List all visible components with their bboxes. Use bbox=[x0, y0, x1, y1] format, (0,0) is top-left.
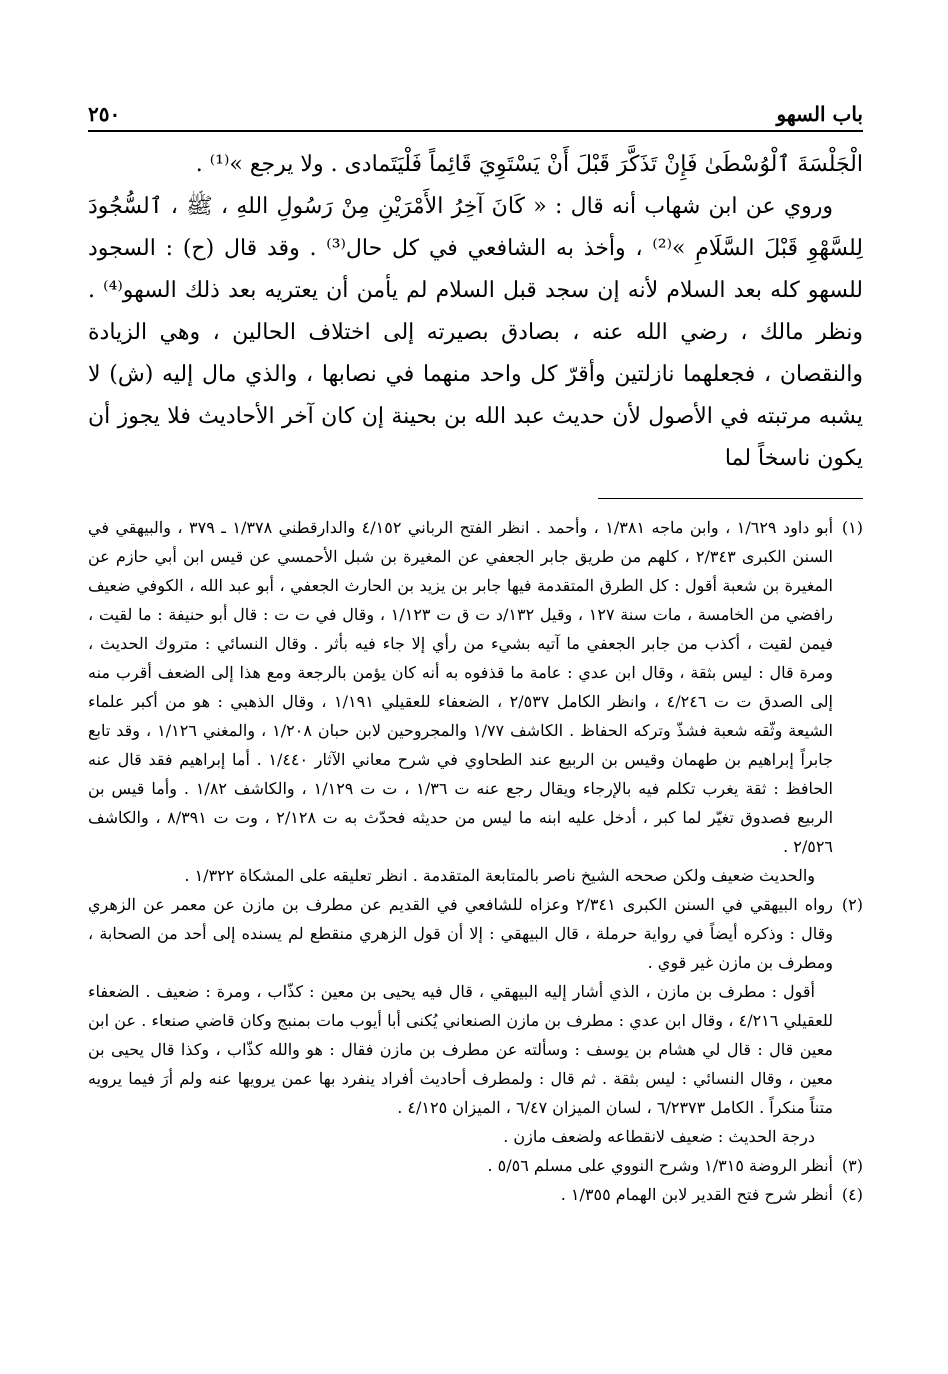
footnote-2 bbox=[88, 890, 863, 1151]
footnote-text: درجة الحديث : ضعيف لانقطاعه ولضعف مازن . bbox=[503, 1127, 815, 1146]
footnote-number: (١) bbox=[841, 518, 863, 537]
footnote-text: رواه البيهقي في السنن الكبرى ٢/٣٤١ وعزاه للشافعي في القديم عن مطرف بن مازن عن معمر عن الزهري وقال : وذكره أيضاً في رواية حرملة ، قال البيهقي : إلا أن قول الزهري منقطع لم يسنده إلى أحد من الصحابة ، ومطرف بن مازن غير قوي . bbox=[88, 895, 834, 972]
chapter-title: باب السهو bbox=[776, 102, 863, 126]
footnote-text: والحديث ضعيف ولكن صححه الشيخ ناصر بالمتابعة المتقدمة . انظر تعليقه على المشكاة ١/٣٢٢ . bbox=[184, 866, 815, 885]
book-page bbox=[88, 96, 863, 1209]
footnote-text: أقول : مطرف بن مازن ، الذي أشار إليه البيهقي ، قال فيه يحيى بن معين : كذّاب ، ومرة : ضعيف . الضعفاء للعقيلي ٤/٢١٦ ، وقال ابن عدي : مطرف بن مازن الصنعاني يُكنى أبا أيوب مات بمنبج وكان قاضي صنعاء . عن ابن معين قال : قال لي هشام بن يوسف : وسألته عن مطرف بن مازن فقال : هو والله كذّاب ، وكذا قال يحيى بن معين ، وقال النسائي : ليس بثقة . ثم قال : ولمطرف أحاديث أفراد ينفرد بها عمن يرويها عنه ولم أرَ فيما يرويه متناً منكراً . الكامل ٦/٢٣٧٣ ، لسان الميزان ٦/٤٧ ، الميزان ٤/١٢٥ . bbox=[88, 982, 834, 1117]
page-number: ٢٥٠ bbox=[88, 102, 121, 126]
footnote-3 bbox=[88, 1151, 863, 1180]
footnote-text: أبو داود ١/٦٢٩ ، وابن ماجه ١/٣٨١ ، وأحمد . انظر الفتح الرباني ٤/١٥٢ والدارقطني ١/٣٧٨ ـ ٣٧٩ ، والبيهقي في السنن الكبرى ٢/٣٤٣ ، كلهم من طريق جابر الجعفي عن المغيرة بن شبل الأحمسي عن قيس ابن أبي حازم عن المغيرة بن شعبة أقول : كل الطرق المتقدمة فيها جابر بن يزيد بن الحارث الجعفي ، أبو عبد الله ، الكوفي ضعيف رافضي من الخامسة ، مات سنة ١٢٧ ، وقيل ١٣٢/د ت ق ت ١/١٢٣ ، وقال في ت ت : قال أبو حنيفة : ما لقيت ، فيمن لقيت ، أكذب من جابر الجعفي ما آتيه بشيء من رأي إلا جاء فيه بأثر . وقال النسائي : متروك الحديث ، ومرة قال : ليس بثقة ، وقال ابن عدي : عامة ما قذفوه به أنه كان يؤمن بالرجعة ومع هذا إلى الضعف أقرب منه إلى الصدق ت ت ٤/٢٤٦ ، وانظر الكامل ٢/٥٣٧ ، الضعفاء للعقيلي ١/١٩١ ، وقال الذهبي : هو من أكبر علماء الشيعة وثّقه شعبة فشذّ وتركه الحفاظ . الكاشف ١/٧٧ والمجروحين لابن حبان ١/٢٠٨ ، والمغني ١/١٢٦ ، وقد تابع جابراً إبراهيم بن طهمان وقيس بن الربيع عند الطحاوي في شرح معاني الآثار ١/٤٤٠ . أما إبراهيم فقد قال عنه الحافظ : ثقة يغرب تكلم فيه بالإرجاء ويقال رجع عنه ت ١/٣٦ ، ت ت ١/١٢٩ ، والكاشف ١/٨٢ . وأما قيس بن الربيع فصدوق تغيّر لما كبر ، أدخل عليه ابنه ما ليس من حديثه فحدّث به ت ٢/١٢٨ ، وت ت ٨/٣٩١ ، والكاشف ٢/٥٢٦ . bbox=[88, 518, 834, 856]
body-paragraph: وروي عن ابن شهاب أنه قال : « كَانَ آخِرُ الأَمْرَيْنِ مِنْ رَسُولِ اللهِ ، ﷺ ، ٱلسُّجُودَ لِلسَّهْوِ قَبْلَ السَّلَامِ »⁽²⁾ ، وأخذ به الشافعي في كل حال⁽³⁾ . وقد قال (ح) : السجود للسهو كله بعد السلام لأنه إن سجد قبل السلام لم يأمن أن يعتريه بعد ذلك السهو⁽⁴⁾ . ونظر مالك ، رضي الله عنه ، بصادق بصيرته إلى اختلاف الحالين ، وهي الزيادة والنقصان ، فجعلهما نازلتين وأقرّ كل واحد منهما في نصابها ، والذي مال إليه (ش) لا يشبه مرتبته في الأصول لأن حديث عبد الله بن بحينة إن كان آخر الأحاديث فلا يجوز أن يكون ناسخاً لما bbox=[88, 194, 863, 471]
footnote-4 bbox=[88, 1180, 863, 1209]
body-paragraph: الْجَلْسَةَ ٱلْوُسْطَىٰ فَإِنْ تَذَكَّرَ قَبْلَ أَنْ يَسْتَوِيَ قَائِماً فَلْيَتَمادى . ولا يرجع »⁽¹⁾ . bbox=[195, 152, 863, 177]
main-text bbox=[88, 144, 863, 480]
footnote-number: (٢) bbox=[841, 895, 863, 914]
footnote-separator bbox=[598, 498, 863, 499]
footnote-1 bbox=[88, 513, 863, 890]
footnote-number: (٣) bbox=[841, 1156, 863, 1175]
footnote-text: أنظر الروضة ١/٣١٥ وشرح النووي على مسلم ٥/٥٦ . bbox=[487, 1156, 833, 1175]
footnote-number: (٤) bbox=[841, 1185, 863, 1204]
footnote-text: أنظر شرح فتح القدير لابن الهمام ١/٣٥٥ . bbox=[560, 1185, 833, 1204]
header-rule bbox=[88, 130, 863, 132]
running-header bbox=[88, 96, 863, 126]
footnotes bbox=[88, 513, 863, 1209]
